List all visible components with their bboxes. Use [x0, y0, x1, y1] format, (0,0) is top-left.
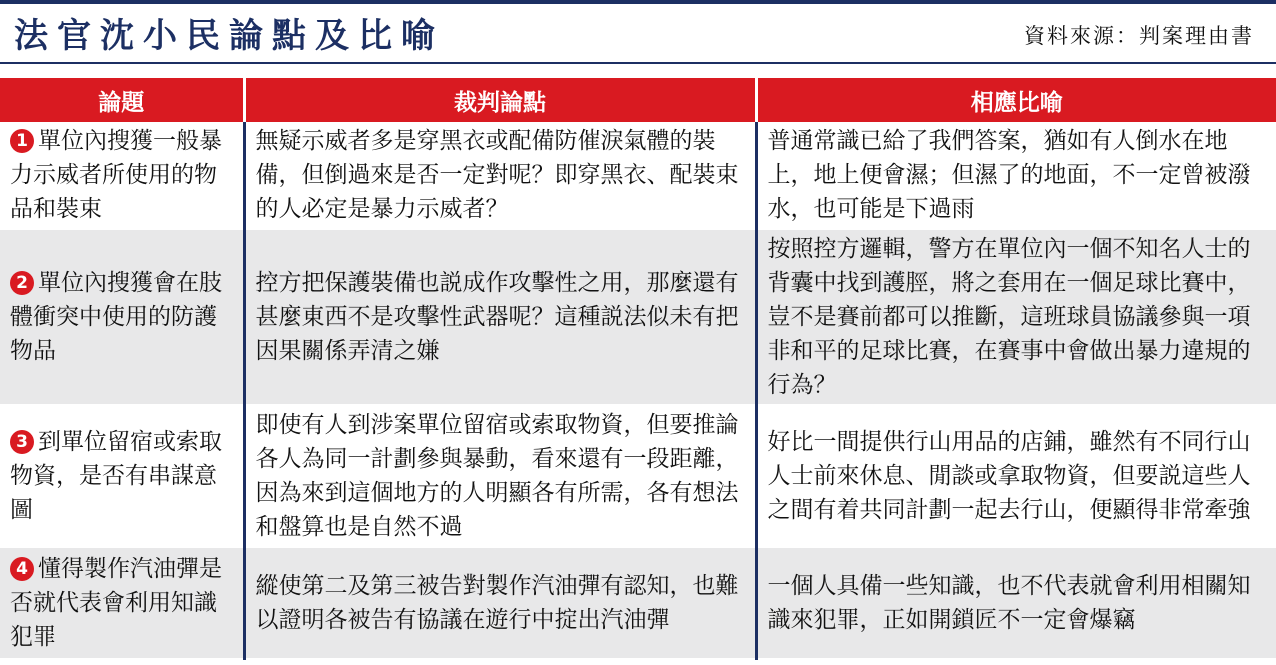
header	[0, 4, 1276, 60]
analogy-cell: 按照控方邏輯，警方在單位內一個不知名人士的背囊中找到護脛，將之套用在一個足球比賽中，豈不是賽前都可以推斷，這班球員協議參與一項非和平的足球比賽，在賽事中會做出暴力違規的行為？	[756, 229, 1276, 405]
topic-cell	[0, 547, 244, 659]
table-row	[0, 229, 1276, 405]
row-number-badge: 3	[10, 430, 34, 454]
analogy-cell: 一個人具備一些知識，也不代表就會利用相關知識來犯罪，正如開鎖匠不一定會爆竊	[756, 547, 1276, 659]
ruling-cell: 無疑示威者多是穿黑衣或配備防催淚氣體的裝備，但倒過來是否一定對呢？即穿黑衣、配裝束的人必定是暴力示威者？	[244, 122, 756, 229]
topic-cell	[0, 122, 244, 229]
row-number-badge: 1	[10, 129, 34, 153]
column-header-ruling: 裁判論點	[244, 78, 756, 122]
comparison-table	[0, 78, 1276, 660]
page-title: 法官沈小民論點及比喻	[14, 16, 444, 56]
analogy-cell: 好比一間提供行山用品的店鋪，雖然有不同行山人士前來休息、閒談或拿取物資，但要説這些人之間有着共同計劃一起去行山，便顯得非常牽強	[756, 405, 1276, 547]
table-row	[0, 547, 1276, 659]
ruling-cell: 即使有人到涉案單位留宿或索取物資，但要推論各人為同一計劃參與暴動，看來還有一段距離，因為來到這個地方的人明顯各有所需，各有想法和盤算也是自然不過	[244, 405, 756, 547]
source-note: 資料來源：判案理由書	[1024, 24, 1254, 48]
topic-cell	[0, 405, 244, 547]
topic-text: 到單位留宿或索取物資，是否有串謀意圖	[10, 429, 222, 523]
table-row	[0, 122, 1276, 229]
column-header-analogy: 相應比喻	[756, 78, 1276, 122]
table-row	[0, 405, 1276, 547]
row-number-badge: 2	[10, 271, 34, 295]
table-header-row	[0, 78, 1276, 122]
topic-text: 懂得製作汽油彈是否就代表會利用知識犯罪	[10, 556, 222, 650]
ruling-cell: 控方把保護裝備也説成作攻擊性之用，那麼還有甚麼東西不是攻擊性武器呢？這種説法似未有把因果關係弄清之嫌	[244, 229, 756, 405]
topic-text: 單位內搜獲一般暴力示威者所使用的物品和裝束	[10, 128, 222, 222]
column-header-topic: 論題	[0, 78, 244, 122]
header-rule	[0, 62, 1276, 64]
topic-text: 單位內搜獲會在肢體衝突中使用的防護物品	[10, 270, 222, 364]
row-number-badge: 4	[10, 557, 34, 581]
analogy-cell: 普通常識已給了我們答案，猶如有人倒水在地上，地上便會濕；但濕了的地面，不一定曾被潑水，也可能是下過雨	[756, 122, 1276, 229]
ruling-cell: 縱使第二及第三被告對製作汽油彈有認知，也難以證明各被告有協議在遊行中掟出汽油彈	[244, 547, 756, 659]
topic-cell	[0, 229, 244, 405]
